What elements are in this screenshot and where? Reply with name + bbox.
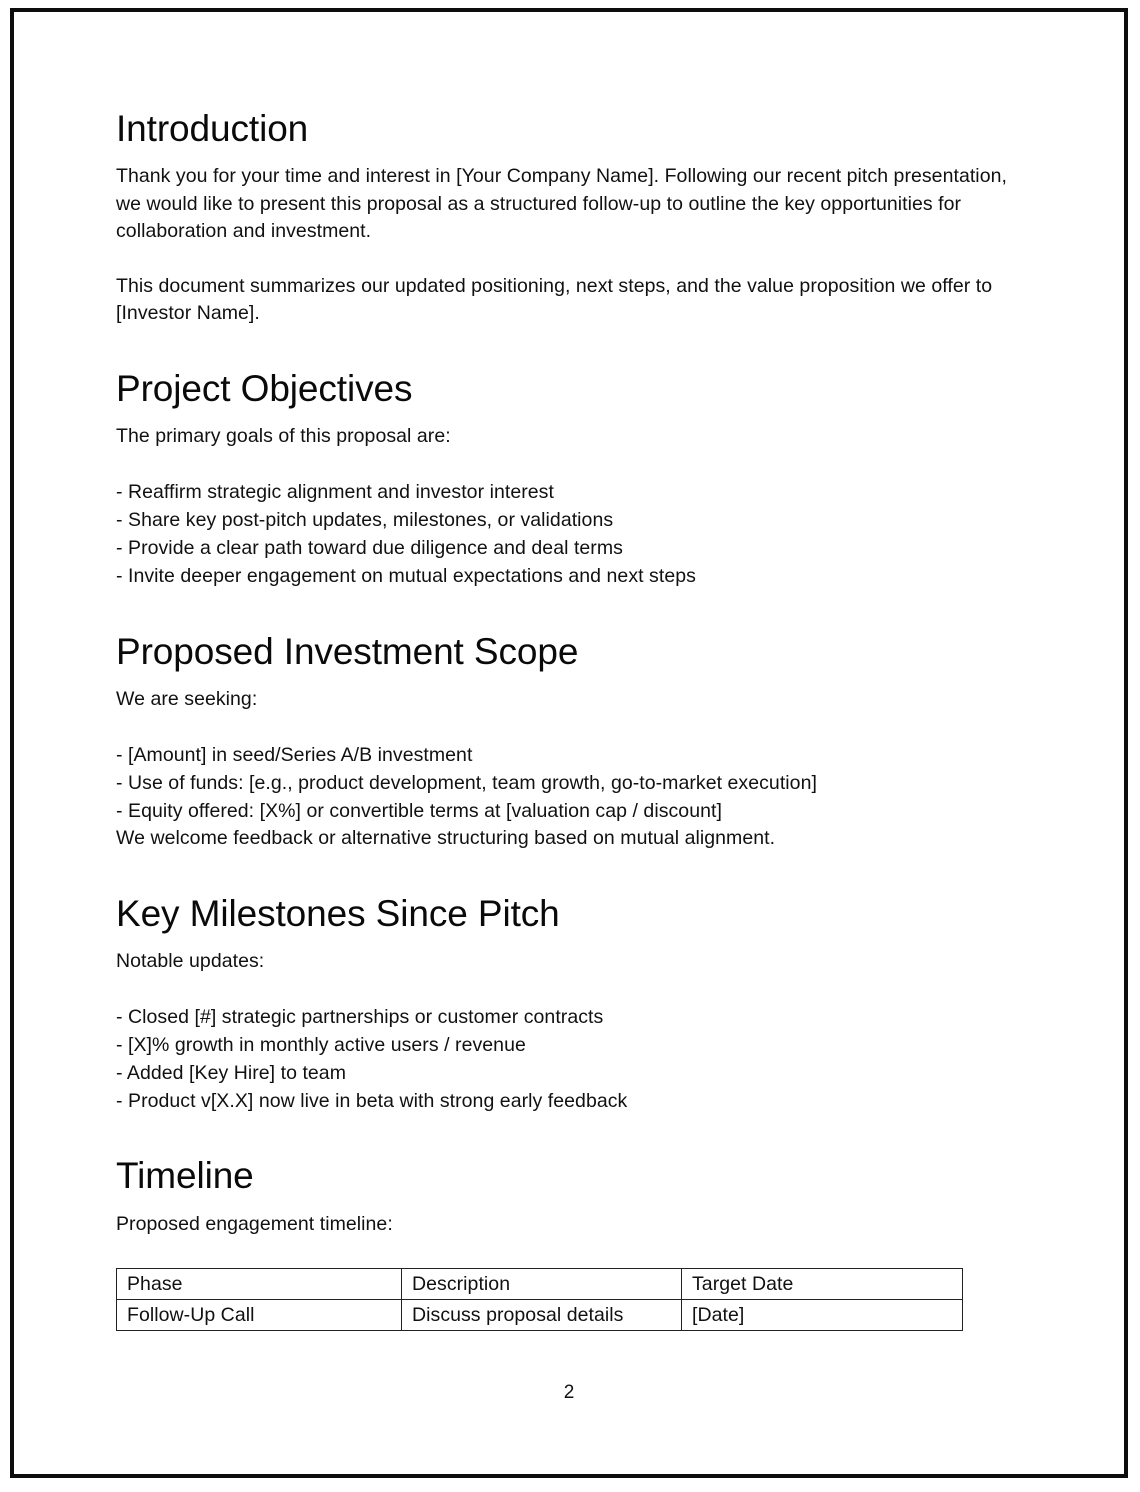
section-project-objectives — [116, 368, 1016, 591]
table-header-description: Description — [402, 1269, 682, 1300]
heading-key-milestones: Key Milestones Since Pitch — [116, 892, 560, 934]
table-row — [117, 1300, 963, 1331]
heading-timeline: Timeline — [116, 1155, 254, 1197]
section-key-milestones — [116, 893, 1016, 1116]
heading-introduction: Introduction — [116, 108, 309, 149]
heading-project-objectives: Project Objectives — [116, 367, 413, 409]
document-content — [116, 108, 1016, 1331]
list-item: - Closed [#] strategic partnerships or customer contracts — [116, 1005, 604, 1028]
list-item: - Share key post-pitch updates, milestones, or validations — [116, 509, 614, 532]
section-timeline — [116, 1155, 1016, 1331]
list-item: - Equity offered: [X%] or convertible terms at [valuation cap / discount] — [116, 800, 722, 823]
key-milestones-list — [116, 1003, 1016, 1116]
introduction-paragraph-1: Thank you for your time and interest in [Your Company Name]. Following our recent pitch presentation, we would like to present this proposal as a structured follow-up to outline the key opportunities for collaboration and investment. — [116, 165, 1007, 243]
page-number: 2 — [563, 1382, 575, 1403]
introduction-paragraph-2: This document summarizes our updated positioning, next steps, and the value proposition we offer to [Investor Name]. — [116, 274, 993, 325]
investment-scope-list — [116, 741, 1016, 826]
table-cell-phase: Follow-Up Call — [117, 1300, 402, 1331]
project-objectives-intro: The primary goals of this proposal are: — [116, 425, 451, 448]
table-cell-target-date: [Date] — [682, 1300, 963, 1331]
list-item: - Product v[X.X] now live in beta with strong early feedback — [116, 1090, 628, 1113]
list-item: - Use of funds: [e.g., product development, team growth, go-to-market execution] — [116, 771, 817, 794]
timeline-intro: Proposed engagement timeline: — [116, 1212, 393, 1235]
timeline-table — [116, 1268, 963, 1331]
section-proposed-investment-scope — [116, 631, 1016, 853]
list-item: - [X]% growth in monthly active users / revenue — [116, 1033, 526, 1056]
list-item: - Provide a clear path toward due diligence and deal terms — [116, 537, 623, 560]
investment-scope-closing: We welcome feedback or alternative structuring based on mutual alignment. — [116, 827, 776, 850]
table-cell-description: Discuss proposal details — [402, 1300, 682, 1331]
project-objectives-list — [116, 478, 1016, 591]
key-milestones-intro: Notable updates: — [116, 950, 265, 973]
list-item: - Invite deeper engagement on mutual expectations and next steps — [116, 565, 696, 588]
list-item: - Added [Key Hire] to team — [116, 1062, 346, 1085]
table-header-phase: Phase — [117, 1269, 402, 1300]
list-item: - Reaffirm strategic alignment and investor interest — [116, 480, 554, 503]
document-page-border — [10, 8, 1128, 1478]
table-header-row — [117, 1269, 963, 1300]
list-item: - [Amount] in seed/Series A/B investment — [116, 743, 473, 766]
heading-proposed-investment-scope: Proposed Investment Scope — [116, 630, 579, 672]
section-introduction — [116, 108, 1016, 328]
table-header-target-date: Target Date — [682, 1269, 963, 1300]
investment-scope-intro: We are seeking: — [116, 688, 258, 711]
document-page — [14, 12, 1124, 1474]
